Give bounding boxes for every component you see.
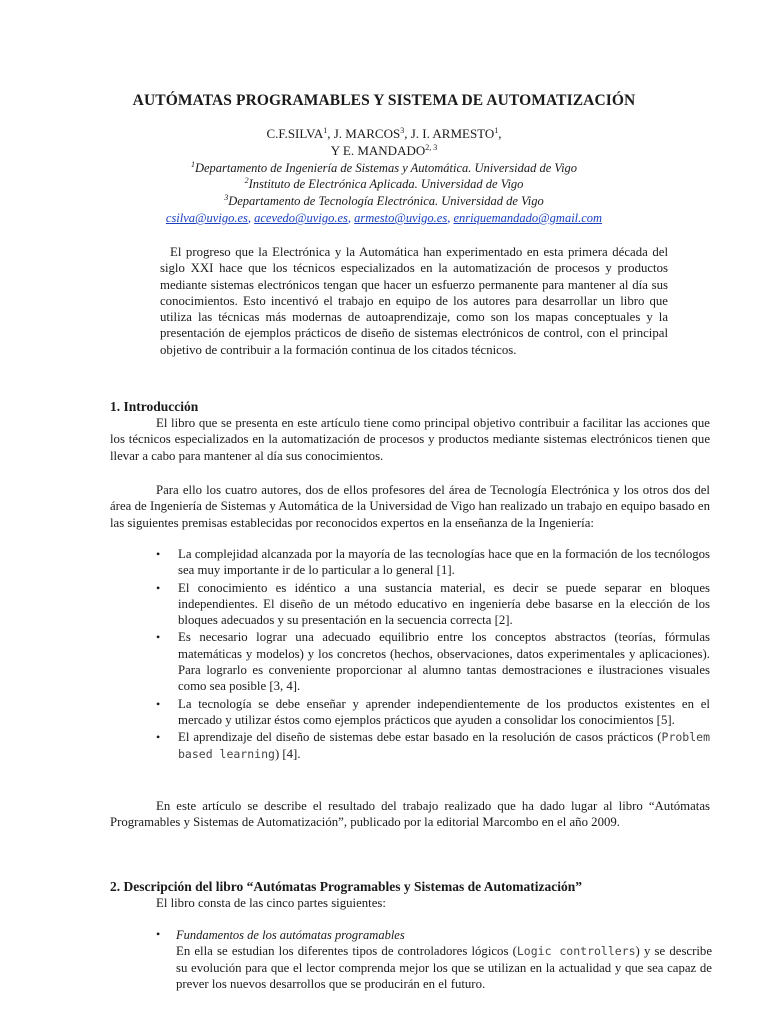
bullet-icon: • <box>156 547 161 561</box>
author-affiliation-mark: 3 <box>400 126 405 135</box>
email-separator: , <box>447 211 454 225</box>
section-intro: El libro consta de las cinco partes siguientes: <box>156 896 386 910</box>
code-term: Logic controllers <box>516 944 636 959</box>
list-item-text: La tecnología se debe enseñar y aprender independientemente de los productos existentes en el mercado y utilizar éstos como ejemplos prácticos que ayuden a consolidar los conocimientos [5]. <box>178 696 710 727</box>
list-item <box>110 629 710 694</box>
email-link[interactable]: csilva@uvigo.es <box>165 211 248 225</box>
email-link[interactable]: acevedo@uvigo.es <box>254 211 348 225</box>
authors-line-2 <box>0 143 768 159</box>
list-item <box>110 729 710 762</box>
author-affiliation-mark: 1 <box>323 126 328 135</box>
paragraph: Para ello los cuatro autores, dos de ellos profesores del área de Tecnología Electrónica y los otros dos del área de Ingeniería de Sistemas y Automática de la Universidad de Vigo han realizado un trabajo en equipo basado en las siguientes premisas establecidas por reconocidos expertos en la enseñanza de la Ingeniería: <box>110 483 710 530</box>
list-item <box>110 580 710 629</box>
bullet-icon: • <box>156 927 161 941</box>
affiliation-text: Departamento de Ingeniería de Sistemas y Automática. Universidad de Vigo <box>194 161 578 175</box>
authors-line-1 <box>0 126 768 142</box>
author-emails <box>0 211 768 226</box>
affiliation-text: Departamento de Tecnología Electrónica. Universidad de Vigo <box>228 194 544 208</box>
author-name: C.F.SILVA <box>266 126 324 141</box>
part-title: Fundamentos de los autómatas programables <box>176 928 405 942</box>
list-item <box>110 696 710 729</box>
author-name: Y E. MANDADO <box>330 143 426 158</box>
affiliation-number: 1 <box>190 160 195 169</box>
section-heading-descripcion: 2. Descripción del libro “Autómatas Programables y Sistemas de Automatización” <box>110 879 582 894</box>
premises-list <box>110 546 710 763</box>
bullet-icon: • <box>156 580 161 595</box>
email-separator: , <box>347 211 355 225</box>
email-link[interactable]: armesto@uvigo.es <box>354 211 448 225</box>
code-term: Problem based learning <box>178 730 710 761</box>
affiliation-number: 3 <box>224 193 229 202</box>
list-item-text: El conocimiento es idéntico a una sustancia material, es decir se puede separar en bloques independientes. El diseño de un método educativo en ingeniería debe basarse en la elección de los bloques adecuados y su presentación en la secuencia correcta [2]. <box>178 580 710 628</box>
affiliation-number: 2 <box>244 176 249 185</box>
bullet-icon: • <box>156 630 161 645</box>
affiliation-text: Instituto de Electrónica Aplicada. Universidad de Vigo <box>248 177 524 191</box>
author-separator: , <box>498 126 502 141</box>
abstract: El progreso que la Electrónica y la Automática han experimentado en esta primera década del siglo XXI hace que los técnicos especializados en la automatización de procesos y productos mediante sistemas electrónicos tengan que hacer un esfuerzo permanente para mantener al día sus conocimientos. Esto incentivó el trabajo en equipo de los autores para desarrollar un libro que utiliza las técnicas más modernas de autoaprendizaje, como son los mapas conceptuales y la presentación de ejemplos prácticos de diseño de sistemas electrónicos de control, con el principal objetivo de contribuir a la formación continua de los citados técnicos. <box>160 245 668 357</box>
affiliation-1 <box>0 161 768 176</box>
list-item-text: El aprendizaje del diseño de sistemas debe estar basado en la resolución de casos prácticos ( <box>178 730 662 745</box>
email-link[interactable]: enriquemandado@gmail.com <box>453 211 603 225</box>
list-item <box>110 546 710 579</box>
list-item-text: Es necesario lograr una adecuado equilibrio entre los conceptos abstractos (teorías, fórmulas matemáticas y modelos) y los concretos (hechos, observaciones, datos experimentales y aplicaciones). Para lograrlo es conveniente proporcionar al alumno tantas demostraciones e ilustraciones visuales como sea posible [3, 4]. <box>178 630 710 694</box>
affiliation-3 <box>0 194 768 209</box>
email-separator: , <box>247 211 255 225</box>
list-item-text: La complejidad alcanzada por la mayoría de las tecnologías hace que en la formación de los tecnólogos sea muy importante ir de lo particular a lo general [1]. <box>178 547 710 578</box>
part-text: ) y se describe su evolución para que el lector comprenda mejor los que se utilizan en la actualidad y que sea capaz de prever los nuevos desarrollos que se producirán en el futuro. <box>176 944 712 991</box>
section-heading-introduccion: 1. Introducción <box>110 399 199 414</box>
author-name: , J. MARCOS <box>327 126 401 141</box>
author-affiliation-mark: 2, 3 <box>425 143 438 152</box>
book-part-1 <box>156 927 712 992</box>
paragraph: En este artículo se describe el resultado del trabajo realizado que ha dado lugar al libro “Autómatas Programables y Sistemas de Automatización”, publicado por la editorial Marcombo en el año 2009. <box>110 799 710 830</box>
part-text: En ella se estudian los diferentes tipos de controladores lógicos ( <box>176 944 517 959</box>
bullet-icon: • <box>156 730 161 745</box>
author-name: , J. I. ARMESTO <box>404 126 495 141</box>
bullet-icon: • <box>156 696 161 711</box>
affiliation-2 <box>0 177 768 192</box>
part-description <box>156 943 712 992</box>
list-item-text: ) [4]. <box>274 746 301 761</box>
author-affiliation-mark: 1 <box>494 126 499 135</box>
paper-title: AUTÓMATAS PROGRAMABLES Y SISTEMA DE AUTOMATIZACIÓN <box>132 92 636 109</box>
paragraph: El libro que se presenta en este artículo tiene como principal objetivo contribuir a facilitar las acciones que los técnicos especializados en la automatización de procesos y productos mediante sistemas electrónicos tienen que llevar a cabo para mantener al día sus conocimientos. <box>110 416 710 463</box>
